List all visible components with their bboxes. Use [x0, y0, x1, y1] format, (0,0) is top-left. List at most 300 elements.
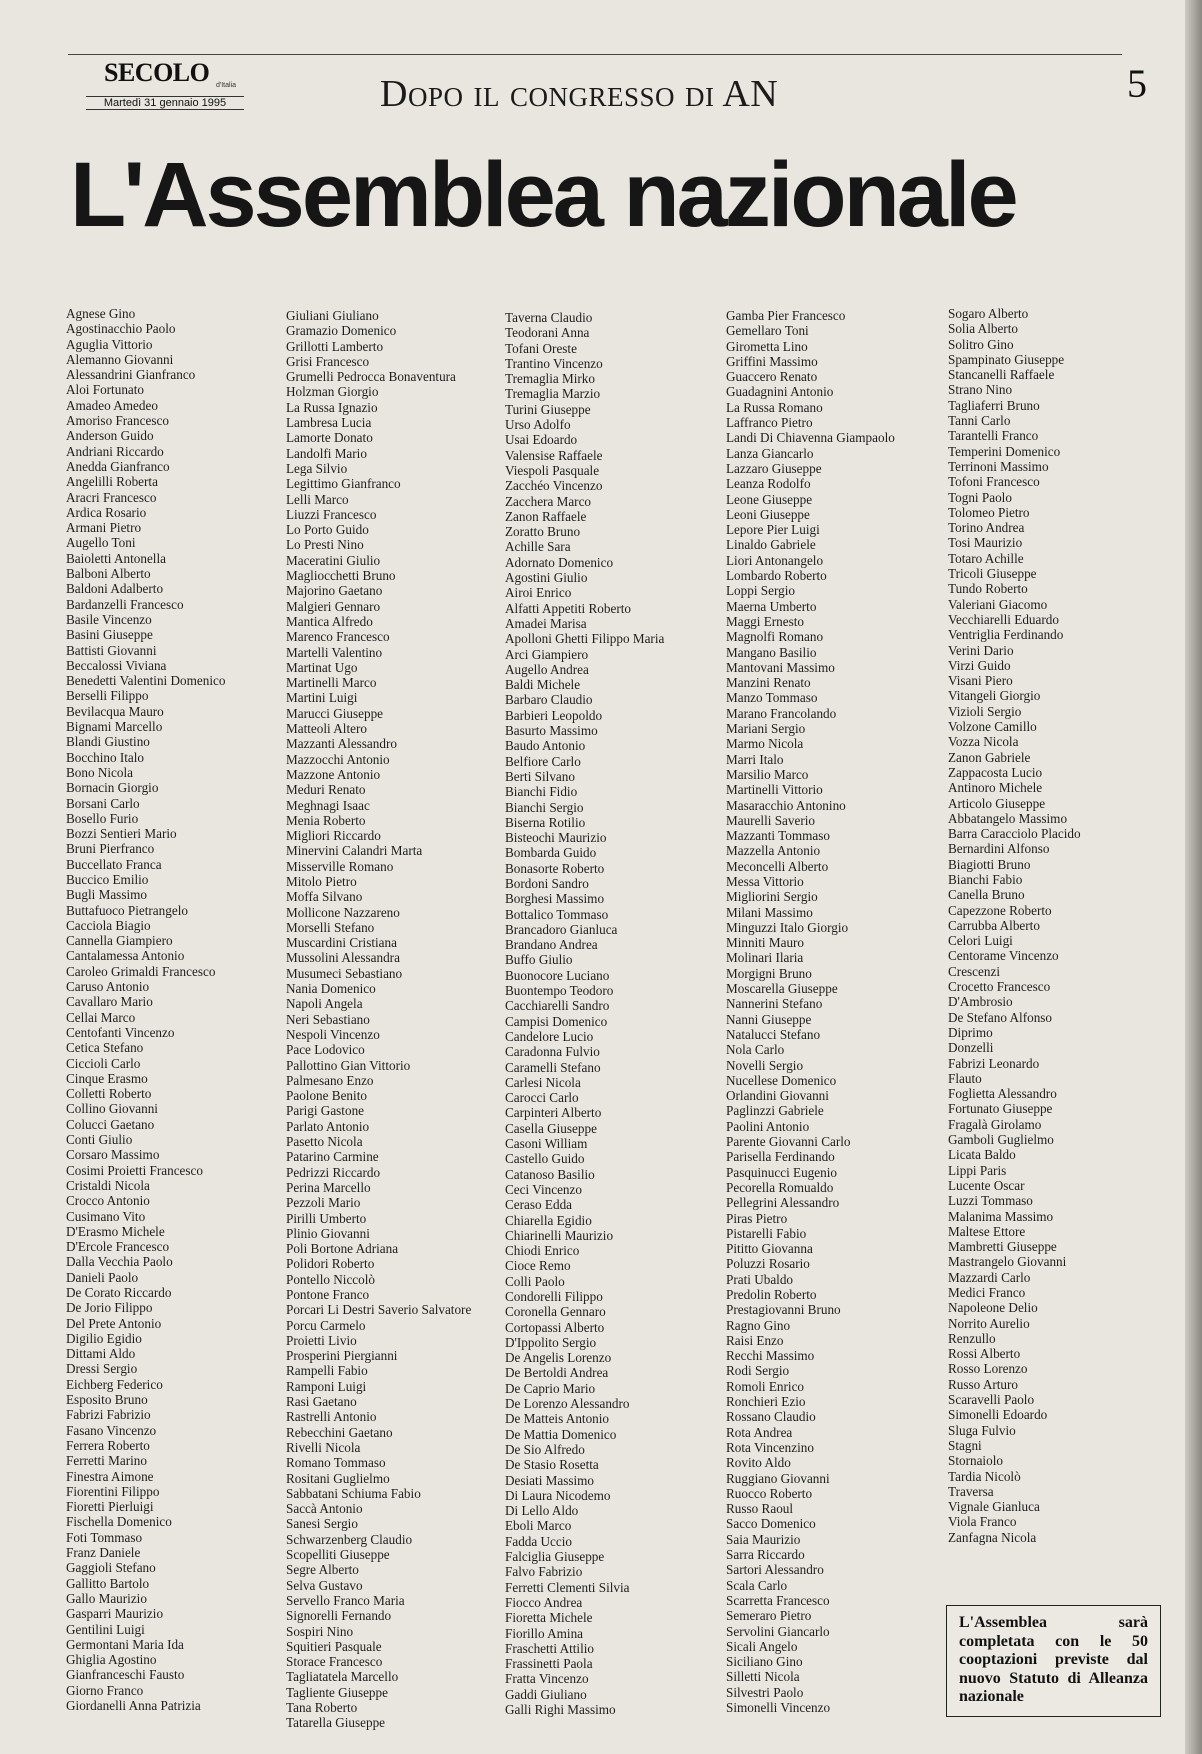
member-name: Carpinteri Alberto	[505, 1105, 602, 1121]
member-name: La Russa Ignazio	[286, 399, 378, 415]
member-name: Spampinato Giuseppe	[948, 351, 1065, 367]
member-name: Bonasorte Roberto	[505, 860, 605, 876]
member-name: Malgieri Gennaro	[286, 598, 381, 614]
member-name: Lippi Paris	[948, 1162, 1007, 1178]
member-name: Fortunato Giuseppe	[948, 1101, 1053, 1117]
member-name: Basile Vincenzo	[66, 611, 152, 627]
member-name: Bianchi Fabio	[948, 871, 1023, 887]
member-name: Neri Sebastiano	[286, 1011, 370, 1027]
member-name: Schwarzenberg Claudio	[286, 1531, 413, 1547]
member-name: Nannerini Stefano	[726, 996, 823, 1012]
member-name: Visani Piero	[948, 673, 1013, 689]
member-name: Fioretta Michele	[505, 1610, 593, 1626]
member-name: Grillotti Lamberto	[286, 338, 384, 354]
member-name: Berselli Filippo	[66, 688, 149, 704]
member-name: Semeraro Pietro	[726, 1608, 812, 1624]
member-name: Crescenzi	[948, 963, 1000, 979]
member-name: Cosimi Proietti Francesco	[66, 1162, 203, 1178]
member-name: Ramponi Luigi	[286, 1378, 367, 1394]
member-name: Flauto	[948, 1070, 982, 1086]
member-name: Tosi Maurizio	[948, 535, 1023, 551]
member-name: Tanni Carlo	[948, 413, 1011, 429]
member-name: Togni Paolo	[948, 489, 1012, 505]
member-name: Mantovani Massimo	[726, 659, 835, 675]
member-name: Buccico Emilio	[66, 871, 149, 887]
member-name: Brandano Andrea	[505, 937, 598, 953]
member-name: Fragalà Girolamo	[948, 1116, 1042, 1132]
member-name: Gallo Maurizio	[66, 1590, 147, 1606]
member-name: Mambretti Giuseppe	[948, 1239, 1057, 1255]
member-name: Tofani Oreste	[505, 340, 577, 356]
member-name: Lega Silvio	[286, 460, 348, 476]
member-name: Del Prete Antonio	[66, 1315, 162, 1331]
member-name: Simonelli Vincenzo	[726, 1700, 831, 1716]
member-name: Gramazio Domenico	[286, 323, 397, 339]
member-name: Temperini Domenico	[948, 443, 1061, 459]
member-name: Belfiore Carlo	[505, 753, 581, 769]
member-name: Bornacin Giorgio	[66, 780, 159, 796]
member-name: Carlesi Nicola	[505, 1074, 581, 1090]
member-name: Martini Luigi	[286, 690, 358, 706]
member-name: Pezzoli Mario	[286, 1195, 361, 1211]
member-name: Centofanti Vincenzo	[66, 1024, 175, 1040]
member-name: Pace Lodovico	[286, 1042, 365, 1058]
member-name: Laffranco Pietro	[726, 415, 813, 431]
member-name: Ghiglia Agostino	[66, 1652, 157, 1668]
member-name: Buontempo Teodoro	[505, 983, 614, 999]
member-name: Diprimo	[948, 1024, 993, 1040]
member-name: Abbatangelo Massimo	[948, 810, 1068, 826]
member-name: Colletti Roberto	[66, 1086, 152, 1102]
member-name: Biagiotti Bruno	[948, 856, 1031, 872]
member-name: Crocco Antonio	[66, 1193, 150, 1209]
member-name: Torino Andrea	[948, 520, 1025, 536]
member-name: Lo Porto Guido	[286, 522, 369, 538]
member-name: Scaravelli Paolo	[948, 1392, 1035, 1408]
member-name: Nespoli Vincenzo	[286, 1026, 380, 1042]
member-name: Esposito Bruno	[66, 1392, 148, 1408]
member-name: Valensise Raffaele	[505, 447, 603, 463]
member-name: Servello Franco Maria	[286, 1592, 405, 1608]
member-name: D'Ercole Francesco	[66, 1239, 170, 1255]
member-name: Loppi Sergio	[726, 583, 795, 599]
member-name: Sanesi Sergio	[286, 1516, 358, 1532]
member-name: Ventriglia Ferdinando	[948, 627, 1064, 643]
member-name: De Corato Riccardo	[66, 1285, 172, 1300]
member-name: Agostinacchio Paolo	[66, 321, 176, 337]
member-name: Marano Francolando	[726, 705, 837, 721]
member-name: Sogaro Alberto	[948, 306, 1029, 321]
member-name: Dressi Sergio	[66, 1361, 138, 1377]
member-name: Tremaglia Marzio	[505, 386, 601, 402]
member-name: Teodorani Anna	[505, 325, 590, 341]
member-name: Biserna Rotilio	[505, 814, 586, 830]
member-name: Achille Sara	[505, 539, 571, 555]
member-name: Vignale Gianluca	[948, 1499, 1040, 1515]
member-name: Caradonna Fulvio	[505, 1044, 600, 1060]
member-name: Molinari Ilaria	[726, 950, 804, 966]
member-name: Baioletti Antonella	[66, 550, 166, 566]
member-name: Maceratini Giulio	[286, 552, 381, 568]
member-name: Selva Gustavo	[286, 1577, 363, 1593]
member-name: Proietti Livio	[286, 1332, 357, 1348]
member-name: Falciglia Giuseppe	[505, 1549, 605, 1565]
member-name: Solitro Gino	[948, 336, 1014, 352]
member-name: Taverna Claudio	[505, 310, 593, 325]
member-name: De Mattia Domenico	[505, 1426, 617, 1442]
member-name: Bernardini Alfonso	[948, 841, 1050, 857]
member-name: Tolomeo Pietro	[948, 504, 1030, 520]
member-name: Fabrizi Leonardo	[948, 1055, 1040, 1071]
member-name: Fiocco Andrea	[505, 1594, 583, 1610]
member-name: Usai Edoardo	[505, 432, 578, 448]
member-name: Borghesi Massimo	[505, 891, 605, 907]
member-name: Ferrera Roberto	[66, 1437, 150, 1453]
member-name: Viola Franco	[948, 1514, 1017, 1530]
member-name: Bottalico Tommaso	[505, 906, 609, 922]
member-name: De Jorio Filippo	[66, 1300, 153, 1316]
member-name: Predolin Roberto	[726, 1287, 817, 1302]
member-name: Sarra Riccardo	[726, 1547, 805, 1563]
section-title: Dopo il congresso di AN	[380, 73, 779, 115]
member-name: De Stefano Alfonso	[948, 1009, 1053, 1025]
member-name: Antinoro Michele	[948, 780, 1043, 796]
member-name: Paglinzzi Gabriele	[726, 1103, 824, 1119]
member-name: De Angelis Lorenzo	[505, 1350, 612, 1366]
member-name: Ronchieri Ezio	[726, 1394, 806, 1410]
member-name: Scala Carlo	[726, 1577, 788, 1593]
member-name: Paolone Benito	[286, 1088, 367, 1104]
member-name: Simonelli Edoardo	[948, 1407, 1048, 1423]
member-name: Armani Pietro	[66, 520, 142, 536]
member-name: Zoratto Bruno	[505, 524, 581, 540]
member-name: Adornato Domenico	[505, 554, 614, 570]
member-name: Russo Raoul	[726, 1501, 794, 1517]
member-name: Mangano Basilio	[726, 644, 817, 660]
member-name: Bocchino Italo	[66, 749, 145, 765]
member-name: Casoni William	[505, 1136, 588, 1152]
names-column-5	[948, 306, 1081, 1545]
member-name: Berti Silvano	[505, 768, 575, 784]
member-name: Campisi Domenico	[505, 1013, 608, 1029]
member-name: Griffini Massimo	[726, 353, 818, 369]
member-name: Morgigni Bruno	[726, 965, 812, 981]
member-name: Zanon Gabriele	[948, 749, 1031, 765]
member-name: Augello Toni	[66, 535, 136, 551]
member-name: Stagni	[948, 1437, 982, 1453]
member-name: De Matteis Antonio	[505, 1411, 610, 1427]
member-name: Eboli Marco	[505, 1518, 572, 1534]
member-name: Palmesano Enzo	[286, 1072, 374, 1088]
member-name: Maggi Ernesto	[726, 613, 805, 629]
member-name: Stancanelli Raffaele	[948, 367, 1055, 383]
member-name: Poli Bortone Adriana	[286, 1241, 399, 1257]
member-name: Chiarinelli Maurizio	[505, 1227, 614, 1243]
member-name: Centorame Vincenzo	[948, 948, 1059, 964]
member-name: Crocetto Francesco	[948, 979, 1051, 995]
member-name: Patarino Carmine	[286, 1149, 379, 1165]
member-name: Napoleone Delio	[948, 1300, 1038, 1316]
member-name: Fiorentini Filippo	[66, 1483, 160, 1499]
member-name: Chiarella Egidio	[505, 1212, 592, 1228]
member-name: Tofoni Francesco	[948, 474, 1040, 490]
member-name: Russo Arturo	[948, 1376, 1018, 1392]
member-name: Sartori Alessandro	[726, 1562, 824, 1578]
member-name: Musumeci Sebastiano	[286, 965, 403, 981]
member-name: Marucci Giuseppe	[286, 705, 384, 721]
member-name: Barbaro Claudio	[505, 692, 593, 708]
member-name: Ferretti Marino	[66, 1453, 147, 1469]
member-name: Meduri Renato	[286, 782, 366, 798]
member-name: Perina Marcello	[286, 1179, 371, 1195]
member-name: Augello Andrea	[505, 661, 589, 677]
member-name: Candelore Lucio	[505, 1028, 594, 1044]
member-name: Cortopassi Alberto	[505, 1319, 605, 1335]
member-name: Stornaiolo	[948, 1453, 1003, 1469]
member-name: Prestagiovanni Bruno	[726, 1302, 841, 1318]
member-name: Moscarella Giuseppe	[726, 981, 838, 997]
member-name: Buffo Giulio	[505, 952, 573, 968]
member-name: Pellegrini Alessandro	[726, 1195, 840, 1211]
member-name: Finestra Aimone	[66, 1468, 154, 1484]
member-name: Zacchéo Vincenzo	[505, 478, 603, 494]
member-name: Fiorillo Amina	[505, 1625, 584, 1641]
member-name: Strano Nino	[948, 382, 1013, 398]
member-name: Moffa Silvano	[286, 889, 363, 905]
member-name: Rota Vincenzino	[726, 1439, 814, 1455]
member-name: Balboni Alberto	[66, 566, 151, 582]
page-edge-shadow	[1185, 0, 1202, 1754]
member-name: Blandi Giustino	[66, 734, 150, 750]
member-name: Lelli Marco	[286, 491, 349, 507]
member-name: Milani Massimo	[726, 904, 813, 920]
member-name: Casella Giuseppe	[505, 1120, 597, 1136]
member-name: Di Lello Aldo	[505, 1503, 579, 1519]
member-name: D'Ippolito Sergio	[505, 1334, 597, 1350]
member-name: Sacco Domenico	[726, 1516, 816, 1532]
member-name: Fraschetti Attilio	[505, 1640, 595, 1656]
member-name: Zanon Raffaele	[505, 508, 587, 524]
member-name: Baldoni Adalberto	[66, 581, 164, 597]
member-name: La Russa Romano	[726, 399, 823, 415]
member-name: Marenco Francesco	[286, 629, 390, 645]
member-name: Carocci Carlo	[505, 1090, 579, 1106]
member-name: Cannella Giampiero	[66, 933, 173, 949]
member-name: Sicali Angelo	[726, 1638, 798, 1654]
member-name: Franz Daniele	[66, 1545, 141, 1561]
member-name: Buonocore Luciano	[505, 967, 610, 983]
member-name: Migliorini Sergio	[726, 889, 818, 905]
member-name: Gaggioli Stefano	[66, 1560, 156, 1576]
member-name: Bugli Massimo	[66, 887, 147, 903]
member-name: Martelli Valentino	[286, 644, 383, 660]
member-name: Leone Giuseppe	[726, 491, 813, 507]
member-name: Rasi Gaetano	[286, 1394, 357, 1410]
member-name: Pecorella Romualdo	[726, 1179, 834, 1195]
member-name: Mazzanti Alessandro	[286, 736, 397, 752]
member-name: Bono Nicola	[66, 764, 134, 780]
member-name: Cantalamessa Antonio	[66, 948, 185, 964]
member-name: Parente Giovanni Carlo	[726, 1134, 851, 1150]
member-name: Gamba Pier Francesco	[726, 308, 846, 323]
member-name: Bianchi Sergio	[505, 799, 584, 815]
member-name: Caroleo Grimaldi Francesco	[66, 963, 216, 979]
member-name: Fadda Uccio	[505, 1533, 573, 1549]
member-name: Martinat Ugo	[286, 659, 358, 675]
member-name: Condorelli Filippo	[505, 1289, 603, 1304]
member-name: Cristaldi Nicola	[66, 1177, 150, 1193]
member-name: Bevilacqua Mauro	[66, 703, 164, 719]
member-name: Nania Domenico	[286, 981, 376, 997]
member-name: Raisi Enzo	[726, 1332, 784, 1348]
member-name: Gaddi Giuliano	[505, 1686, 587, 1702]
member-name: Marri Italo	[726, 751, 784, 767]
member-name: Gentilini Luigi	[66, 1621, 145, 1637]
member-name: Prosperini Piergianni	[286, 1348, 398, 1364]
member-name: Aracri Francesco	[66, 489, 157, 505]
member-name: Vozza Nicola	[948, 734, 1019, 750]
member-name: Angelilli Roberta	[66, 474, 158, 490]
member-name: Polidori Roberto	[286, 1256, 375, 1272]
member-name: Bombarda Guido	[505, 845, 597, 861]
member-name: Lazzaro Giuseppe	[726, 460, 822, 476]
member-name: Rodi Sergio	[726, 1363, 790, 1379]
member-name: Liori Antonangelo	[726, 552, 824, 568]
member-name: Giuliani Giuliano	[286, 308, 379, 323]
member-name: De Bertoldi Andrea	[505, 1365, 609, 1381]
member-name: Alessandrini Gianfranco	[66, 367, 196, 383]
member-name: Silvestri Paolo	[726, 1684, 804, 1700]
member-name: Tundo Roberto	[948, 581, 1028, 597]
member-name: Malanima Massimo	[948, 1208, 1054, 1224]
member-name: Mitolo Pietro	[286, 873, 357, 889]
member-name: Barra Caracciolo Placido	[948, 826, 1081, 842]
member-name: Meghnagi Isaac	[286, 797, 370, 813]
member-name: Tana Roberto	[286, 1700, 358, 1716]
member-name: Renzullo	[948, 1330, 996, 1346]
member-name: Pasquinucci Eugenio	[726, 1164, 837, 1180]
member-name: Rebecchini Gaetano	[286, 1424, 393, 1440]
member-name: Cinque Erasmo	[66, 1070, 148, 1086]
member-name: Minervini Calandri Marta	[286, 843, 423, 859]
member-name: Minguzzi Italo Giorgio	[726, 919, 849, 935]
member-name: Terrinoni Massimo	[948, 458, 1049, 474]
member-name: Fabrizi Fabrizio	[66, 1407, 151, 1423]
member-name: Anderson Guido	[66, 428, 154, 444]
member-name: Pirilli Umberto	[286, 1210, 367, 1226]
member-name: Ceraso Edda	[505, 1197, 573, 1213]
member-name: Ferretti Clementi Silvia	[505, 1579, 630, 1595]
member-name: Benedetti Valentini Domenico	[66, 673, 226, 689]
member-name: Migliori Riccardo	[286, 828, 381, 844]
member-name: Parigi Gastone	[286, 1103, 365, 1119]
member-name: Tagliatatela Marcello	[286, 1669, 399, 1685]
member-name: Catanoso Basilio	[505, 1166, 595, 1182]
member-name: Bianchi Fidio	[505, 784, 578, 800]
member-name: Messa Vittorio	[726, 873, 804, 889]
member-name: Mazzocchi Antonio	[286, 751, 390, 767]
member-name: Cetica Stefano	[66, 1040, 144, 1056]
member-name: Donzelli	[948, 1040, 994, 1056]
member-name: Lepore Pier Luigi	[726, 522, 820, 538]
member-name: Cellai Marco	[66, 1009, 136, 1025]
member-name: Volzone Camillo	[948, 719, 1037, 735]
member-name: Gallitto Bartolo	[66, 1575, 150, 1591]
member-name: Prati Ubaldo	[726, 1271, 794, 1287]
member-name: Barbieri Leopoldo	[505, 707, 603, 723]
member-name: Caramelli Stefano	[505, 1059, 601, 1075]
member-name: Traversa	[948, 1483, 994, 1499]
member-name: Gasparri Maurizio	[66, 1606, 164, 1622]
member-name: Rivelli Nicola	[286, 1439, 361, 1455]
member-name: Saia Maurizio	[726, 1531, 801, 1547]
member-name: Danieli Paolo	[66, 1269, 139, 1285]
member-name: Leanza Rodolfo	[726, 476, 811, 492]
member-name: Valeriani Giacomo	[948, 596, 1048, 612]
member-name: Cacchiarelli Sandro	[505, 998, 610, 1014]
member-name: Gemellaro Toni	[726, 323, 809, 339]
member-name: Vitangeli Giorgio	[948, 688, 1041, 704]
member-name: Leoni Giuseppe	[726, 506, 810, 522]
member-name: Lamorte Donato	[286, 430, 373, 446]
member-name: Amoriso Francesco	[66, 413, 169, 429]
member-name: Basurto Massimo	[505, 723, 598, 739]
member-name: Poluzzi Rosario	[726, 1256, 810, 1272]
masthead-sub: d'Italia	[216, 82, 237, 89]
member-name: Sluga Fulvio	[948, 1422, 1016, 1438]
member-name: De Lorenzo Alessandro	[505, 1396, 630, 1412]
member-name: Caruso Antonio	[66, 979, 150, 995]
member-name: Anedda Gianfranco	[66, 458, 170, 474]
member-name: Morselli Stefano	[286, 919, 375, 935]
member-name: Giorno Franco	[66, 1682, 144, 1698]
member-name: Martinelli Vittorio	[726, 782, 823, 798]
names-column-1	[66, 306, 225, 1713]
member-name: Medici Franco	[948, 1285, 1026, 1300]
member-name: Rossano Claudio	[726, 1409, 816, 1425]
member-name: Muscardini Cristiana	[286, 935, 397, 951]
member-name: Bordoni Sandro	[505, 875, 589, 891]
member-name: Fioretti Pierluigi	[66, 1499, 154, 1515]
member-name: Bozzi Sentieri Mario	[66, 826, 177, 842]
member-name: Legittimo Gianfranco	[286, 476, 401, 492]
header-rule	[68, 54, 1122, 55]
member-name: Vizioli Sergio	[948, 703, 1022, 719]
member-name: Virzi Guido	[948, 657, 1011, 673]
member-name: Rositani Guglielmo	[286, 1470, 390, 1486]
member-name: Conti Giulio	[66, 1132, 133, 1148]
member-name: Sabbatani Schiuma Fabio	[286, 1485, 421, 1501]
member-name: Romoli Enrico	[726, 1378, 805, 1394]
member-name: Holzman Giorgio	[286, 384, 379, 400]
member-name: Novelli Sergio	[726, 1057, 804, 1073]
member-name: Liuzzi Francesco	[286, 506, 377, 522]
member-name: De Stasio Rosetta	[505, 1457, 599, 1473]
member-name: Grisi Francesco	[286, 353, 370, 369]
member-name: Maurelli Saverio	[726, 812, 815, 828]
member-name: Licata Baldo	[948, 1147, 1016, 1163]
member-name: Tagliaferri Bruno	[948, 397, 1040, 413]
masthead	[78, 58, 248, 110]
member-name: Girometta Lino	[726, 338, 808, 354]
member-name: Borsani Carlo	[66, 795, 140, 811]
member-name: Mazzardi Carlo	[948, 1269, 1031, 1285]
member-name: Apolloni Ghetti Filippo Maria	[505, 631, 665, 647]
member-name: Manzini Renato	[726, 675, 811, 691]
member-name: Mazzella Antonio	[726, 843, 821, 859]
member-name: Grumelli Pedrocca Bonaventura	[286, 369, 456, 385]
issue-date: Martedì 31 gennaio 1995	[86, 96, 244, 110]
